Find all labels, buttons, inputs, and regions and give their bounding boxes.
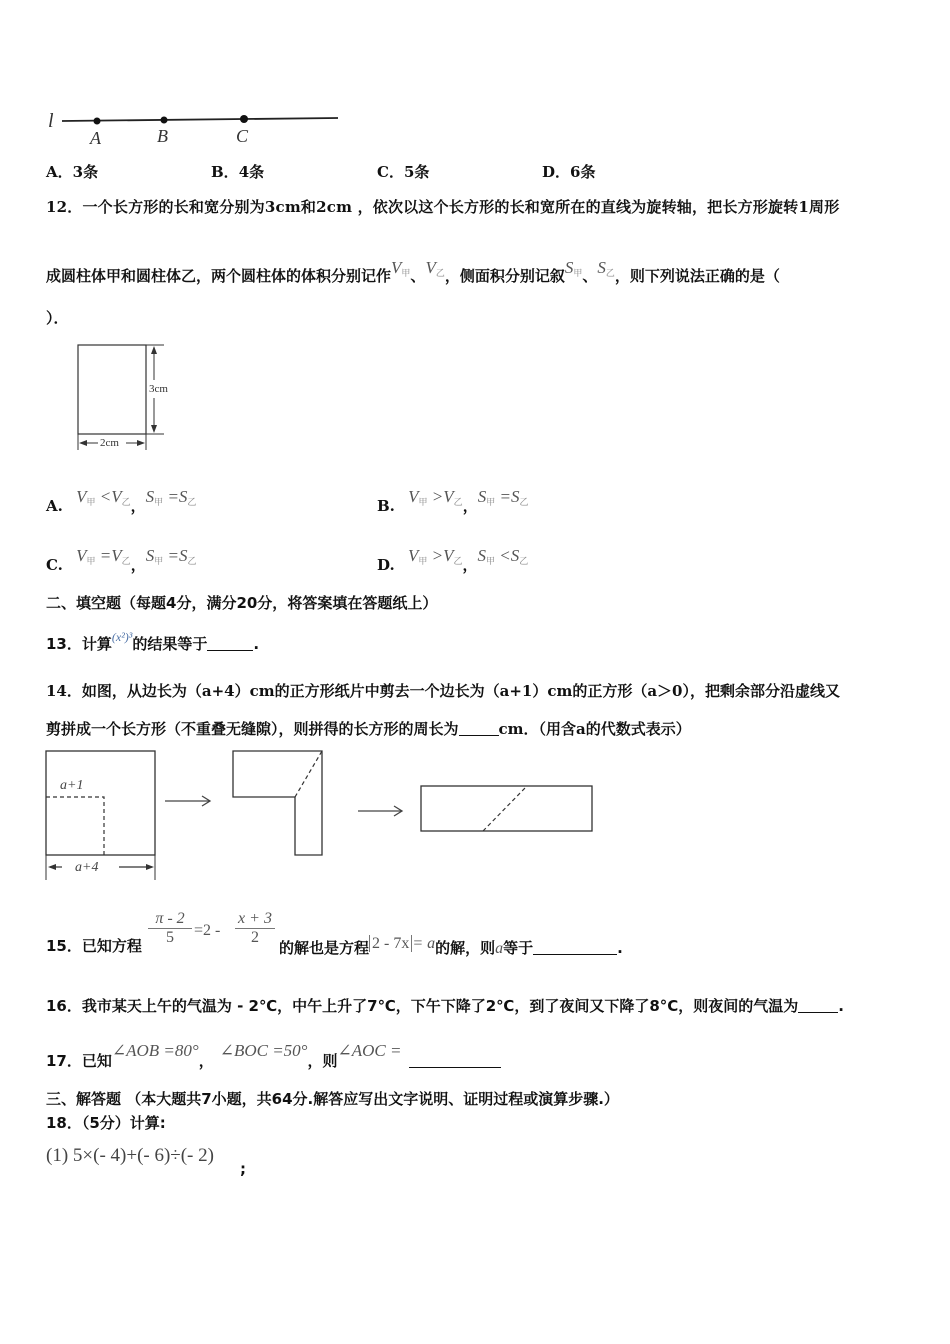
line-label-l: l — [48, 110, 54, 132]
q13-expression: (x²)³ — [111, 630, 133, 644]
q14-line2: 剪拼成一个长方形（不重叠无缝隙），则拼得的长方形的周长为 cm．（用含a的代数式表示） — [46, 720, 691, 738]
q17-answer-blank[interactable] — [409, 1053, 501, 1068]
q16-text: 16．我市某天上午的气温为 - 2℃，中午上升了7℃，下午下降了2℃，到了夜间又下降了8°C，则夜间的气温为 . — [46, 997, 844, 1015]
point-label-c: C — [236, 126, 249, 146]
q12-option-b[interactable]: B. $V_甲 >V_乙$，$S_甲 =S_乙$ — [377, 487, 529, 515]
q15-answer-blank[interactable] — [533, 940, 617, 955]
q12-line2: 成圆柱体甲和圆柱体乙，两个圆柱体的体积分别记作$V_甲$、$V_乙$，侧面积分别记叙$S_甲$、$S_乙$，则下列说法正确的是（ — [46, 258, 780, 285]
q15-rest: 的解也是方程 2 - 7x = a的解，则a等于 . — [279, 935, 623, 957]
q17-angle-aoc: ∠AOC = — [337, 1041, 402, 1060]
q12-option-a[interactable]: A. $V_甲 <V_乙$，$S_甲 =S_乙$ — [46, 487, 197, 515]
q11-option-a[interactable]: A．3条 — [46, 163, 99, 181]
point-label-b: B — [157, 126, 168, 146]
q13-text: 13．计算$^{(x^2)^3}$的结果等于 . — [46, 630, 260, 653]
q12-line3: ）． — [46, 309, 69, 327]
q12-line1: 12．一个长方形的长和宽分别为3cm和2cm ，依次以这个长方形的长和宽所在的直线为旋转轴，把长方形旋转1周形 — [46, 198, 840, 216]
q17-angle-aob: ∠AOB =80° — [111, 1041, 199, 1060]
section3-title: 三、解答题 （本大题共7小题，共64分.解答应写出文字说明、证明过程或演算步骤.） — [46, 1090, 619, 1108]
width-label: 2cm — [100, 437, 119, 449]
outer-square-label: a+4 — [75, 860, 99, 875]
q15-prefix: 15．已知方程 — [46, 937, 142, 955]
q12-option-d[interactable]: D. $V_甲 >V_乙$，$S_甲 <S_乙$ — [377, 546, 529, 574]
q18-header: 18．（5分）计算: — [46, 1114, 166, 1132]
section2-title: 二、填空题（每题4分，满分20分，将答案填在答题纸上） — [46, 594, 438, 612]
point-label-a: A — [90, 128, 101, 148]
q18-part1-expression: (1) 5×(- 4)+(- 6)÷(- 2) — [46, 1145, 214, 1166]
q17-angle-boc: ∠BOC =50° — [219, 1041, 308, 1060]
q12-option-c[interactable]: C. $V_甲 =V_乙$，$S_甲 =S_乙$ — [46, 546, 197, 574]
q11-option-b[interactable]: B．4条 — [211, 163, 265, 181]
q16-answer-blank[interactable] — [798, 998, 838, 1013]
height-label: 3cm — [149, 383, 168, 395]
q11-option-c[interactable]: C．5条 — [377, 163, 430, 181]
inner-square-label: a+1 — [60, 778, 84, 793]
q15-frac1: π - 2 5 — [148, 910, 192, 947]
q11-option-d[interactable]: D．6条 — [542, 163, 596, 181]
q15-frac2: x + 3 2 — [235, 910, 275, 947]
q14-line1: 14．如图，从边长为（a+4）cm的正方形纸片中剪去一个边长为（a+1）cm的正方形（a＞0），把剩余部分沿虚线又 — [46, 682, 840, 700]
q17-text: 17．已知∠AOB =80°，∠BOC =50°，则∠AOC = — [46, 1041, 501, 1071]
